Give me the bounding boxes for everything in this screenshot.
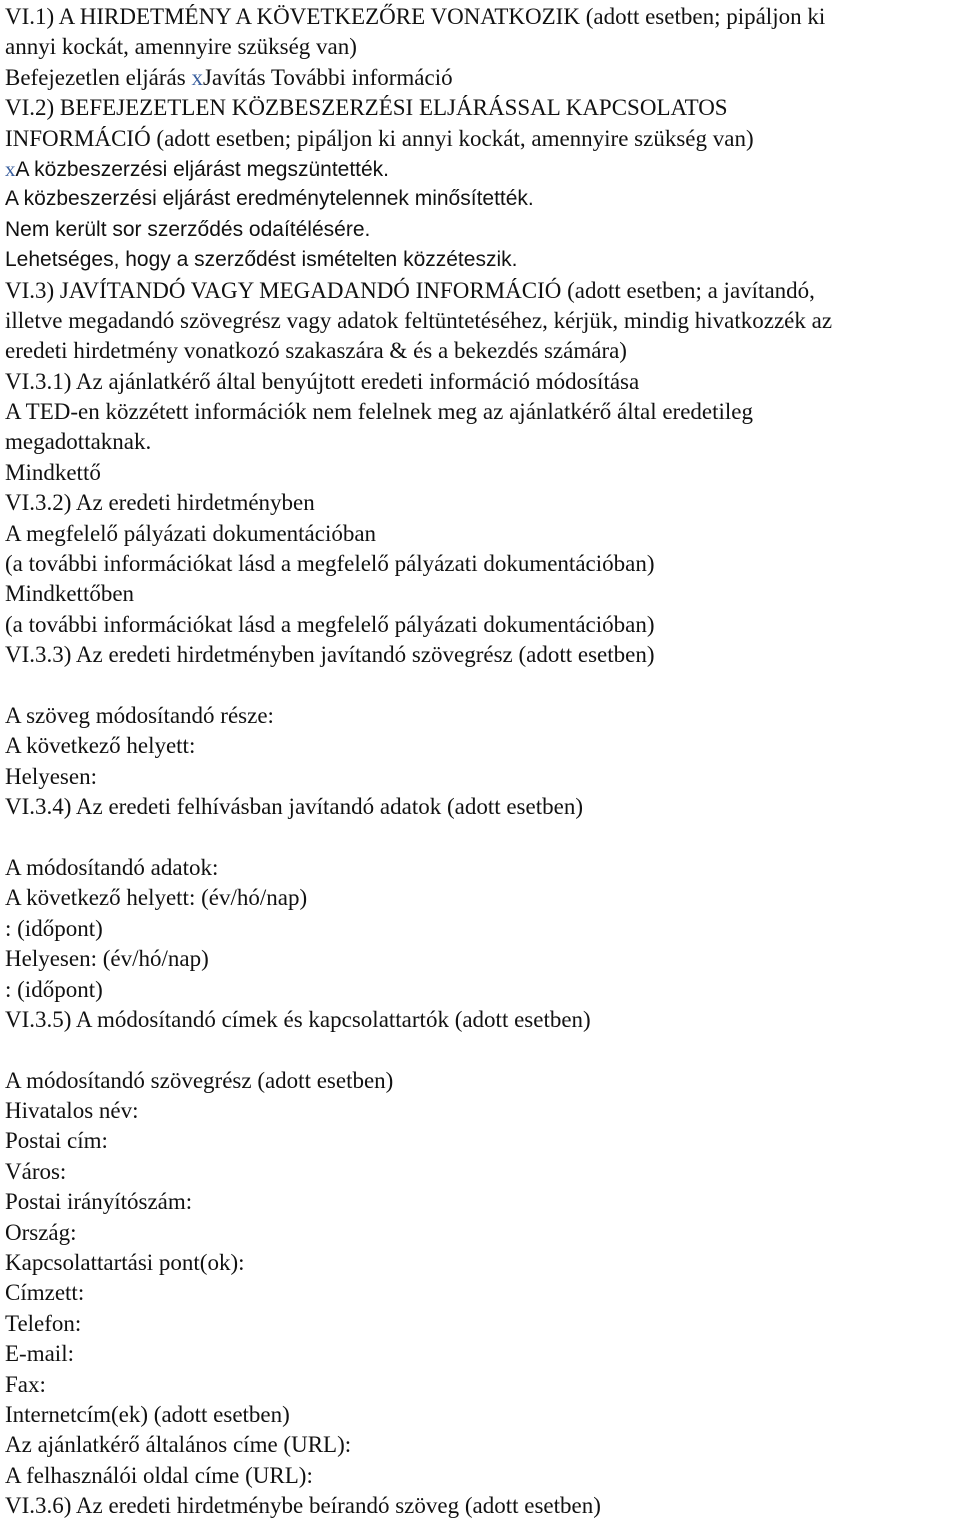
vi3-4-time-1: : (időpont) — [5, 915, 103, 941]
option-procedure-terminated: A közbeszerzési eljárást megszüntették. — [15, 157, 390, 181]
vi3-4-instead-of-date: A következő helyett: (év/hó/nap) — [5, 885, 308, 911]
checkbox-mark-terminated[interactable]: x — [5, 156, 16, 181]
option-correction: Javítás — [202, 64, 266, 90]
option-additional-information: További információ — [265, 64, 453, 90]
vi3-heading-line-1: VI.3) JAVÍTANDÓ VAGY MEGADANDÓ INFORMÁCIÓ (adott esetben; a javítandó, — [5, 277, 815, 303]
vi3-3-text-part: A szöveg módosítandó része: — [5, 702, 274, 728]
vi1-heading-line-1: VI.1) A HIRDETMÉNY A KÖVETKEZŐRE VONATKOZIK (adott esetben; pipáljon ki — [5, 4, 826, 29]
option-contract-not-awarded: Nem került sor szerződés odaítélésére. — [5, 217, 371, 241]
vi3-3-correct: Helyesen: — [5, 763, 97, 789]
blank-line — [5, 823, 957, 853]
vi3-1-text-line-1: A TED-en közzétett információk nem felelnek meg az ajánlatkérő által eredetileg — [5, 399, 754, 425]
blank-line — [5, 1035, 957, 1065]
vi3-4-data-to-modify: A módosítandó adatok: — [5, 854, 219, 880]
vi3-3-instead-of: A következő helyett: — [5, 733, 196, 759]
vi2-heading-line-2: INFORMÁCIÓ (adott esetben; pipáljon ki annyi kockát, amennyire szükség van) — [5, 125, 754, 151]
vi3-6-heading: VI.3.6) Az eredeti hirdetménybe beírandó szöveg (adott esetben) — [5, 1493, 601, 1519]
vi3-2-see-documents-2: (a további információkat lásd a megfelelő pályázati dokumentációban) — [5, 611, 655, 637]
vi3-2-see-documents-1: (a további információkat lásd a megfelelő pályázati dokumentációban) — [5, 551, 655, 577]
vi3-1-both: Mindkettő — [5, 459, 101, 485]
vi3-4-correct-date: Helyesen: (év/hó/nap) — [5, 946, 209, 972]
option-unfinished-procedure: Befejezetlen eljárás — [5, 64, 192, 90]
vi3-2-tender-documents: A megfelelő pályázati dokumentációban — [5, 520, 377, 546]
option-procedure-unsuccessful: A közbeszerzési eljárást eredménytelennek minősítették. — [5, 187, 534, 211]
field-buyer-profile-url: A felhasználói oldal címe (URL): — [5, 1462, 313, 1488]
field-country: Ország: — [5, 1219, 77, 1245]
vi3-1-text-line-2: megadottaknak. — [5, 429, 152, 455]
vi3-3-heading: VI.3.3) Az eredeti hirdetményben javítandó szövegrész (adott esetben) — [5, 642, 655, 668]
vi3-5-text-to-modify: A módosítandó szövegrész (adott esetben) — [5, 1067, 394, 1093]
vi3-2-heading: VI.3.2) Az eredeti hirdetményben — [5, 490, 315, 516]
option-contract-may-be-republished: Lehetséges, hogy a szerződést ismételten közzéteszik. — [5, 248, 518, 272]
field-phone: Telefon: — [5, 1310, 82, 1336]
checkbox-mark-correction[interactable]: x — [191, 64, 203, 90]
vi3-4-time-2: : (időpont) — [5, 976, 103, 1002]
field-internet-addresses: Internetcím(ek) (adott esetben) — [5, 1401, 290, 1427]
vi3-4-heading: VI.3.4) Az eredeti felhívásban javítandó adatok (adott esetben) — [5, 794, 583, 820]
vi3-5-heading: VI.3.5) A módosítandó címek és kapcsolattartók (adott esetben) — [5, 1006, 591, 1032]
field-contact-points: Kapcsolattartási pont(ok): — [5, 1250, 245, 1276]
field-fax: Fax: — [5, 1371, 46, 1397]
vi2-option-terminated-row — [5, 154, 957, 184]
field-email: E-mail: — [5, 1341, 74, 1367]
vi3-2-both: Mindkettőben — [5, 581, 135, 607]
field-postal-code: Postai irányítószám: — [5, 1189, 193, 1215]
vi3-heading-line-3: eredeti hirdetmény vonatkozó szakaszára & és a bekezdés számára) — [5, 338, 627, 364]
vi1-options — [5, 63, 957, 93]
field-official-name: Hivatalos név: — [5, 1098, 139, 1124]
document-body — [5, 2, 957, 1522]
vi3-1-heading: VI.3.1) Az ajánlatkérő által benyújtott eredeti információ módosítása — [5, 368, 640, 394]
vi1-heading-line-2: annyi kockát, amennyire szükség van) — [5, 34, 357, 60]
blank-line — [5, 671, 957, 701]
field-city: Város: — [5, 1158, 67, 1184]
field-addressee: Címzett: — [5, 1280, 85, 1306]
vi2-heading-line-1: VI.2) BEFEJEZETLEN KÖZBESZERZÉSI ELJÁRÁSSAL KAPCSOLATOS — [5, 95, 728, 121]
field-postal-address: Postai cím: — [5, 1128, 108, 1154]
vi3-heading-line-2: illetve megadandó szövegrész vagy adatok feltüntetéséhez, kérjük, mindig hivatkozzék az — [5, 307, 833, 333]
field-general-url: Az ajánlatkérő általános címe (URL): — [5, 1432, 352, 1458]
